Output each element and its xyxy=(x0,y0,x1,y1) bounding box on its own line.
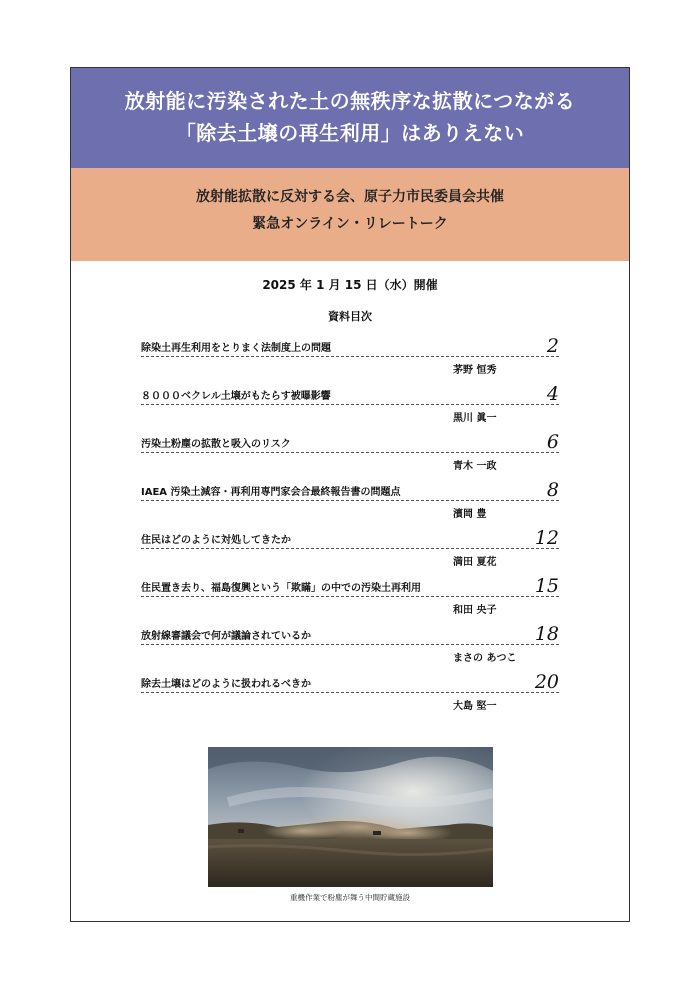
toc-item-author: 黒川 眞一 xyxy=(453,413,497,424)
toc-item xyxy=(141,334,559,382)
event-date: 2025 年 1 月 15 日（水）開催 xyxy=(262,278,438,292)
toc-item xyxy=(141,430,559,478)
table-of-contents xyxy=(141,334,559,718)
toc-item-author: 満田 夏花 xyxy=(453,557,497,568)
toc-item-page: 20 xyxy=(534,671,559,693)
toc-item-title: 除染土再生利用をとりまく法制度上の問題 xyxy=(141,343,331,354)
toc-item-title: 除去土壌はどのように扱われるべきか xyxy=(141,679,311,690)
toc-item xyxy=(141,478,559,526)
toc-item xyxy=(141,622,559,670)
toc-item xyxy=(141,574,559,622)
toc-item-author: 大島 堅一 xyxy=(453,701,497,712)
organizer-line-2: 緊急オンライン・リレートーク xyxy=(252,216,448,232)
toc-row xyxy=(141,430,559,453)
toc-row xyxy=(141,670,559,693)
toc-row xyxy=(141,574,559,597)
toc-item xyxy=(141,526,559,574)
toc-item-title: 住民置き去り、福島復興という「欺瞞」の中での汚染土再利用 xyxy=(141,583,421,594)
toc-item-title: IAEA 汚染土減容・再利用専門家会合最終報告書の問題点 xyxy=(141,487,401,498)
toc-heading: 資料目次 xyxy=(328,310,372,323)
toc-item-author: まさの あつこ xyxy=(453,653,517,664)
toc-item-title: ８０００ベクレル土壌がもたらす被曝影響 xyxy=(141,391,331,402)
toc-row xyxy=(141,334,559,357)
toc-item-title: 住民はどのように対処してきたか xyxy=(141,535,291,546)
toc-item-author: 茅野 恒秀 xyxy=(453,365,497,376)
toc-item xyxy=(141,382,559,430)
toc-item-title: 放射線審議会で何が議論されているか xyxy=(141,631,311,642)
toc-item-author: 濱岡 豊 xyxy=(453,509,487,520)
toc-row xyxy=(141,622,559,645)
organizer-line-1: 放射能拡散に反対する会、原子力市民委員会共催 xyxy=(196,189,504,205)
document-frame xyxy=(70,67,630,922)
toc-item-page: 6 xyxy=(546,431,559,453)
toc-item-author: 青木 一政 xyxy=(453,461,497,472)
title-line-1: 放射能に汚染された土の無秩序な拡散につながる xyxy=(124,89,576,113)
toc-item-page: 8 xyxy=(546,479,559,501)
toc-item-page: 2 xyxy=(546,335,559,357)
toc-item-page: 15 xyxy=(534,575,559,597)
photo-caption: 重機作業で粉塵が舞う中間貯蔵施設 xyxy=(290,893,410,902)
toc-item-title: 汚染土粉塵の拡散と吸入のリスク xyxy=(141,439,291,450)
storage-site-photo xyxy=(208,747,493,887)
toc-item-page: 12 xyxy=(534,527,559,549)
toc-item-author: 和田 央子 xyxy=(453,605,497,616)
toc-item xyxy=(141,670,559,718)
toc-item-page: 18 xyxy=(534,623,559,645)
organizer-band xyxy=(71,168,629,261)
toc-row xyxy=(141,478,559,501)
title-band xyxy=(71,68,629,168)
toc-row xyxy=(141,526,559,549)
toc-row xyxy=(141,382,559,405)
toc-item-page: 4 xyxy=(546,383,559,405)
title-line-2: 「除去土壌の再生利用」はありえない xyxy=(175,121,525,145)
photo-illustration xyxy=(208,747,493,887)
